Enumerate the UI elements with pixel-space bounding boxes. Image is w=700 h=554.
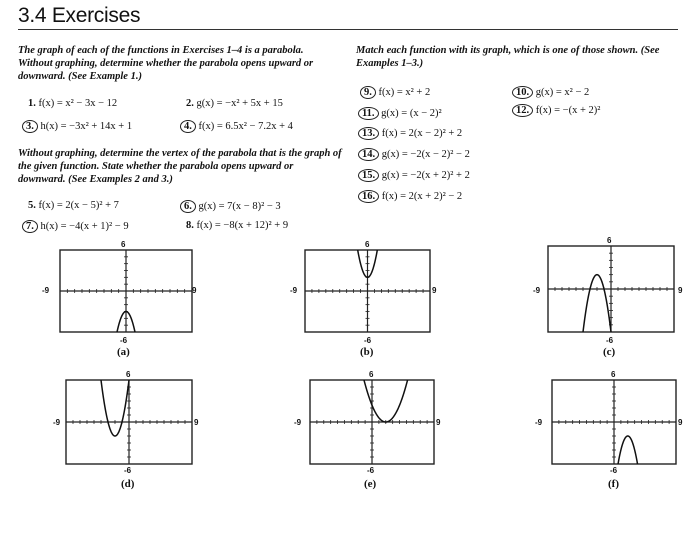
graph-b: [305, 250, 430, 332]
graph-c-ymax: 6: [607, 236, 612, 245]
graph-e-label: (e): [364, 478, 377, 490]
exercise-equation: g(x) = 7(x − 8)² − 3: [198, 201, 281, 212]
exercise-14: [358, 148, 470, 161]
exercise-number-circled: 4.: [180, 120, 196, 133]
exercise-equation: g(x) = x² − 2: [535, 87, 590, 98]
exercise-equation: g(x) = −2(x − 2)² − 2: [381, 149, 470, 160]
graph-d-ymax: 6: [126, 370, 131, 379]
graph-c-label: (c): [603, 346, 616, 358]
graph-d-xmax: 9: [194, 418, 199, 427]
graph-a-xmin: -9: [42, 286, 50, 295]
exercise-1: [28, 98, 117, 109]
instructions-9-16: Match each function with its graph, which is one of those shown. (See Examples 1–3.): [356, 45, 660, 69]
exercise-9: [360, 86, 430, 99]
graph-b-xmax: 9: [432, 286, 437, 295]
graph-d-label: (d): [121, 478, 135, 490]
exercise-number-circled: 10.: [512, 86, 533, 99]
graph-d-ymin: -6: [124, 466, 132, 475]
exercise-13: [358, 127, 462, 140]
exercise-number-circled: 12.: [512, 104, 533, 117]
exercise-equation: g(x) = (x − 2)²: [381, 108, 442, 119]
exercise-5: [28, 200, 119, 211]
instructions-1-4: The graph of each of the functions in Exercises 1–4 is a parabola. Without graphing, determine whether the parabola opens upward or downward. (See Example 1.): [18, 45, 314, 82]
parabola-curve: [101, 377, 130, 436]
exercise-11: [358, 107, 442, 120]
exercise-equation: f(x) = 2(x − 5)² + 7: [38, 200, 119, 211]
section-title: 3.4 Exercises: [18, 4, 141, 27]
graph-f-label: (f): [608, 478, 619, 490]
graph-e: [310, 380, 434, 464]
graph-e-ymax: 6: [369, 370, 374, 379]
graph-a-label: (a): [117, 346, 130, 358]
exercise-equation: f(x) = −8(x + 12)² + 9: [196, 220, 289, 231]
exercise-number-circled: 11.: [358, 107, 379, 120]
graph-b-ymin: -6: [364, 336, 372, 345]
exercise-16: [358, 190, 462, 203]
graph-b-xmin: -9: [290, 286, 298, 295]
exercise-number: 8.: [186, 220, 194, 231]
graph-c-xmin: -9: [533, 286, 541, 295]
exercise-10: [512, 86, 589, 99]
graph-a-xmax: 9: [192, 286, 197, 295]
exercise-number-circled: 13.: [358, 127, 379, 140]
exercise-equation: g(x) = −x² + 5x + 15: [196, 98, 283, 109]
exercise-8: [186, 220, 288, 231]
graph-f-xmax: 9: [678, 418, 683, 427]
exercise-number: 1.: [28, 98, 36, 109]
exercise-2: [186, 98, 283, 109]
exercise-number-circled: 3.: [22, 120, 38, 133]
exercise-4: [180, 120, 293, 133]
graph-a: [60, 250, 192, 332]
graph-e-xmax: 9: [436, 418, 441, 427]
exercise-equation: g(x) = −2(x + 2)² + 2: [381, 170, 470, 181]
exercise-equation: f(x) = 2(x + 2)² − 2: [381, 191, 463, 202]
graph-c-ymin: -6: [606, 336, 614, 345]
exercise-6: [180, 200, 281, 213]
graph-a-ymax: 6: [121, 240, 126, 249]
graph-b-ymax: 6: [365, 240, 370, 249]
graph-e-xmin: -9: [294, 418, 302, 427]
exercise-number-circled: 7.: [22, 220, 38, 233]
exercise-equation: f(x) = 2(x − 2)² + 2: [381, 128, 463, 139]
exercise-3: [22, 120, 132, 133]
exercise-number-circled: 16.: [358, 190, 379, 203]
exercise-equation: f(x) = x² + 2: [378, 87, 431, 98]
graph-f-xmin: -9: [535, 418, 543, 427]
graph-c-xmax: 9: [678, 286, 683, 295]
exercise-number-circled: 14.: [358, 148, 379, 161]
exercise-12: [512, 104, 600, 117]
title-rule: [18, 29, 678, 30]
exercise-15: [358, 169, 470, 182]
parabola-curve: [583, 275, 612, 335]
graph-d: [66, 380, 192, 464]
exercise-equation: f(x) = −(x + 2)²: [535, 105, 601, 116]
parabola-curve: [618, 436, 638, 468]
graph-b-label: (b): [360, 346, 374, 358]
exercise-equation: f(x) = 6.5x² − 7.2x + 4: [198, 121, 293, 132]
exercise-number: 5.: [28, 200, 36, 211]
exercise-equation: f(x) = x² − 3x − 12: [38, 98, 118, 109]
exercise-7: [22, 220, 129, 233]
instructions-5-8: Without graphing, determine the vertex of the parabola that is the graph of the given function. State whether the parabola opens upward or downward. (See Examples 2 and 3.): [18, 148, 342, 185]
graph-c: [548, 246, 674, 332]
exercise-number: 2.: [186, 98, 194, 109]
graph-f-ymax: 6: [611, 370, 616, 379]
graph-d-xmin: -9: [53, 418, 61, 427]
graph-f-ymin: -6: [610, 466, 618, 475]
graph-a-ymin: -6: [120, 336, 128, 345]
exercise-number-circled: 6.: [180, 200, 196, 213]
exercise-equation: h(x) = −4(x + 1)² − 9: [40, 221, 129, 232]
exercise-number-circled: 15.: [358, 169, 379, 182]
graph-e-ymin: -6: [367, 466, 375, 475]
exercise-equation: h(x) = −3x² + 14x + 1: [40, 121, 133, 132]
graph-f: [552, 380, 676, 464]
exercise-number-circled: 9.: [360, 86, 376, 99]
